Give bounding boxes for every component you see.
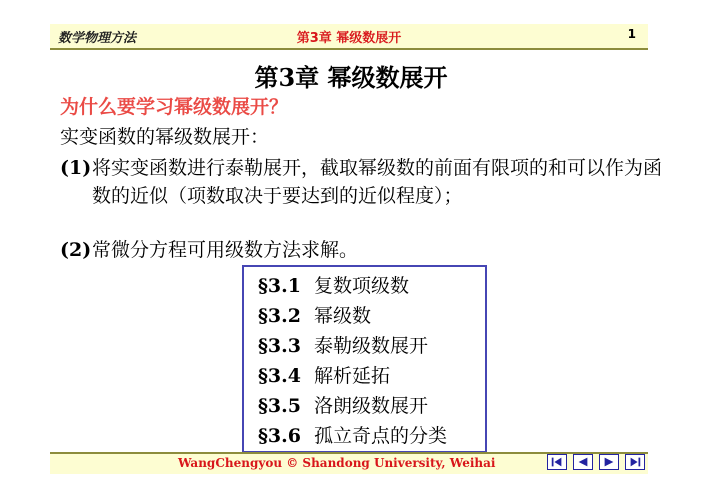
page-title: 第3章 幂级数展开 <box>254 63 448 92</box>
footer-credit: WangChengyou © Shandong University, Weihai <box>178 456 496 470</box>
section-toc-box <box>242 265 487 453</box>
first-page-icon <box>548 455 566 469</box>
previous-page-button[interactable] <box>573 454 593 470</box>
item-text: 将实变函数进行泰勒展开，截取幂级数的前面有限项的和可以作为函数的近似（项数取决于要达到的近似程度）； <box>92 157 663 207</box>
header-bar <box>50 24 648 50</box>
toc-link-3-5[interactable] <box>258 391 428 418</box>
toc-link-3-3[interactable] <box>258 331 428 358</box>
toc-section-number: §3.5 <box>258 395 301 417</box>
previous-page-icon <box>574 455 592 469</box>
header-chapter-title: 第3章 幂级数展开 <box>296 31 402 46</box>
toc-link-3-6[interactable] <box>258 421 447 448</box>
item-text: 常微分方程可用级数方法求解。 <box>92 239 359 261</box>
last-page-icon <box>626 455 644 469</box>
toc-section-number: §3.4 <box>258 365 301 387</box>
toc-section-title: 幂级数 <box>314 305 372 327</box>
toc-section-title: 孤立奇点的分类 <box>314 425 448 447</box>
toc-section-title: 洛朗级数展开 <box>314 395 429 417</box>
toc-section-title: 泰勒级数展开 <box>314 335 429 357</box>
first-page-button[interactable] <box>547 454 567 470</box>
toc-section-number: §3.1 <box>258 275 301 297</box>
toc-link-3-4[interactable] <box>258 361 390 388</box>
toc-section-number: §3.6 <box>258 425 301 447</box>
toc-link-3-1[interactable] <box>258 271 409 298</box>
toc-section-number: §3.2 <box>258 305 301 327</box>
next-page-button[interactable] <box>599 454 619 470</box>
page-number: 1 <box>627 27 636 41</box>
toc-link-3-2[interactable] <box>258 301 371 328</box>
toc-section-number: §3.3 <box>258 335 301 357</box>
question-heading: 为什么要学习幂级数展开？ <box>60 96 289 118</box>
footer-bar <box>50 452 648 474</box>
item-number: (1) <box>60 157 92 179</box>
subtitle: 实变函数的幂级数展开： <box>60 126 270 148</box>
next-page-icon <box>600 455 618 469</box>
last-page-button[interactable] <box>625 454 645 470</box>
item-number: (2) <box>60 239 92 261</box>
course-name: 数学物理方法 <box>58 31 137 46</box>
toc-section-title: 复数项级数 <box>314 275 410 297</box>
toc-section-title: 解析延拓 <box>314 365 391 387</box>
